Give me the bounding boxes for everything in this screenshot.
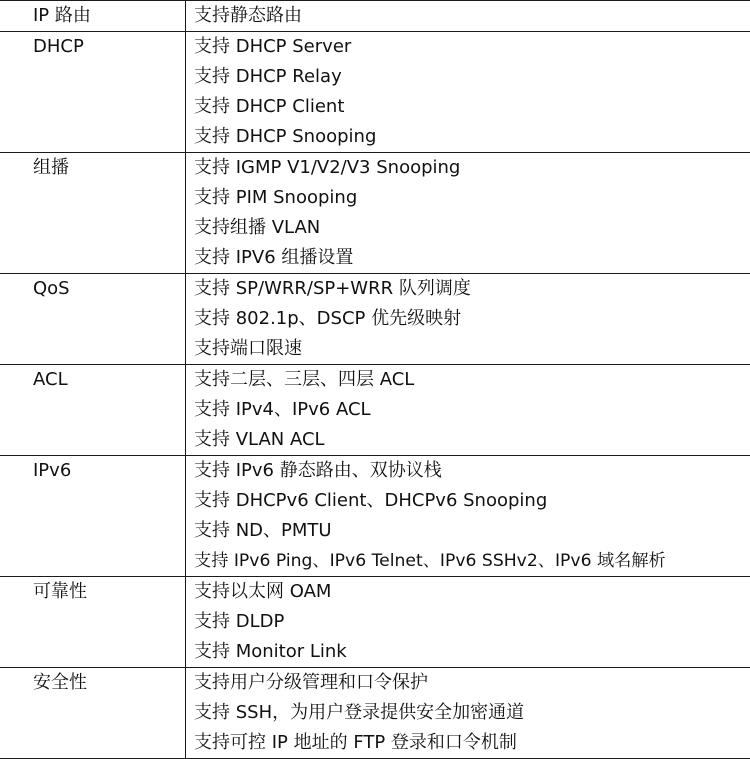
feature-item: 支持 IPv4、IPv6 ACL (194, 399, 371, 420)
feature-item: 支持 Monitor Link (194, 641, 347, 662)
spec-group-ip-routing (0, 0, 750, 32)
feature-item: 支持组播 VLAN (194, 217, 321, 238)
category-label: 组播 (0, 153, 186, 273)
spec-group-dhcp (0, 32, 750, 153)
feature-item: 支持二层、三层、四层 ACL (194, 369, 415, 390)
feature-item: 支持 IPv6 Ping、IPv6 Telnet、IPv6 SSHv2、IPv6 域名解析 (194, 551, 666, 571)
feature-item: 支持 PIM Snooping (194, 187, 358, 208)
feature-item: 支持 IPV6 组播设置 (194, 247, 354, 268)
feature-item: 支持 IGMP V1/V2/V3 Snooping (194, 157, 461, 178)
feature-item: 支持可控 IP 地址的 FTP 登录和口令机制 (194, 732, 517, 753)
feature-item: 支持 DHCP Snooping (194, 126, 377, 147)
feature-item: 支持 DHCP Client (194, 96, 345, 117)
category-label: IPv6 (0, 456, 186, 576)
feature-item: 支持 802.1p、DSCP 优先级映射 (194, 308, 462, 329)
spec-group-reliability (0, 577, 750, 668)
category-label: ACL (0, 365, 186, 455)
category-label: 安全性 (0, 668, 186, 758)
feature-list (186, 365, 750, 455)
feature-list (186, 32, 750, 152)
feature-item: 支持 DLDP (194, 611, 285, 632)
feature-item: 支持 DHCP Server (194, 36, 352, 57)
feature-list (186, 668, 750, 758)
feature-item: 支持 SSH，为用户登录提供安全加密通道 (194, 702, 525, 723)
category-label: IP 路由 (0, 1, 186, 31)
spec-group-ipv6 (0, 456, 750, 577)
spec-group-multicast (0, 153, 750, 274)
feature-item: 支持静态路由 (194, 5, 302, 26)
spec-group-qos (0, 274, 750, 365)
feature-list (186, 577, 750, 667)
feature-item: 支持 ND、PMTU (194, 520, 332, 541)
feature-item: 支持 VLAN ACL (194, 429, 325, 450)
feature-item: 支持 SP/WRR/SP+WRR 队列调度 (194, 278, 471, 299)
spec-group-acl (0, 365, 750, 456)
feature-list (186, 456, 750, 576)
feature-item: 支持 IPv6 静态路由、双协议栈 (194, 460, 442, 481)
feature-item: 支持以太网 OAM (194, 581, 332, 602)
feature-item: 支持端口限速 (194, 338, 302, 359)
feature-list (186, 274, 750, 364)
feature-list (186, 1, 750, 31)
feature-item: 支持 DHCPv6 Client、DHCPv6 Snooping (194, 490, 548, 511)
category-label: 可靠性 (0, 577, 186, 667)
feature-item: 支持用户分级管理和口令保护 (194, 672, 428, 693)
spec-group-security (0, 668, 750, 759)
category-label: DHCP (0, 32, 186, 152)
feature-item: 支持 DHCP Relay (194, 66, 342, 87)
category-label: QoS (0, 274, 186, 364)
feature-list (186, 153, 750, 273)
